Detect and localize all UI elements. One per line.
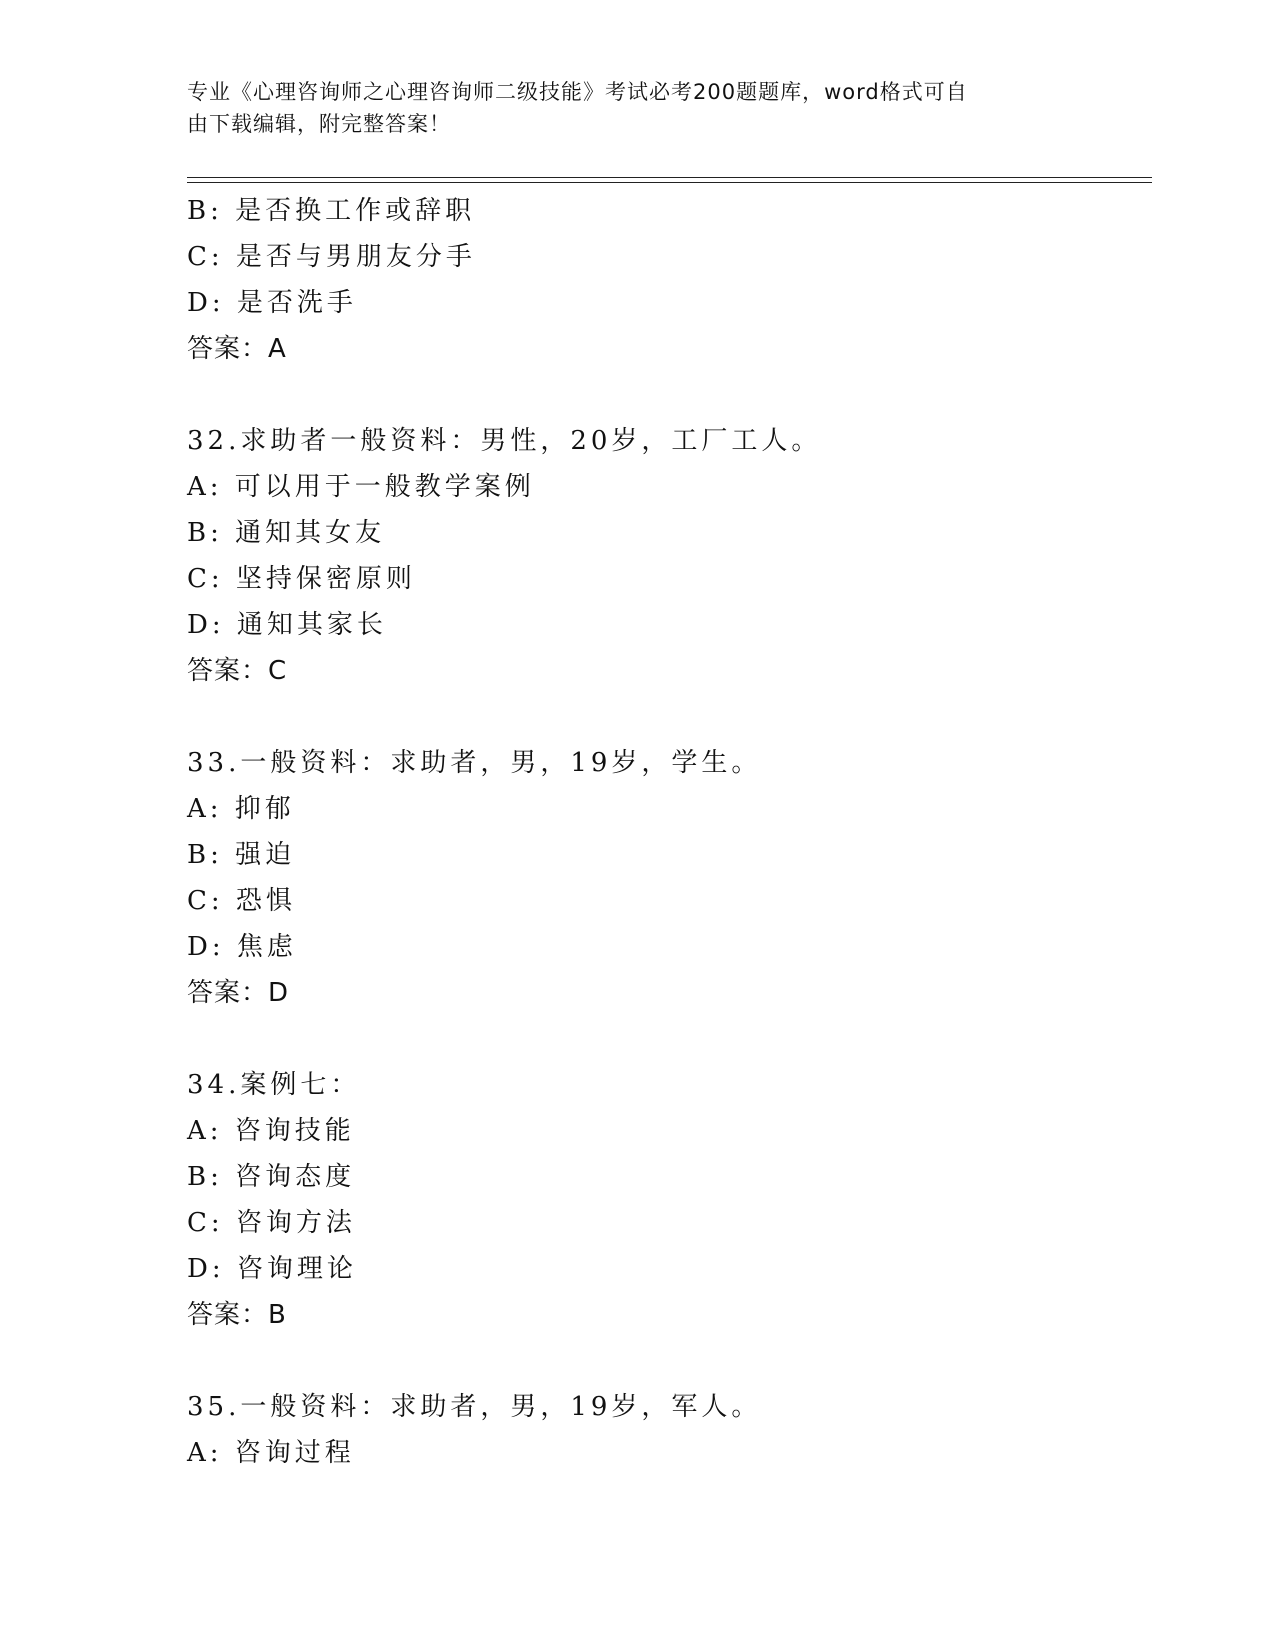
option-b: B: 咨询态度 xyxy=(187,1162,356,1192)
option-b: B: 是否换工作或辞职 xyxy=(187,196,476,226)
option-d: D: 焦虑 xyxy=(187,932,297,962)
document-header xyxy=(187,76,1067,140)
question-block-34 xyxy=(187,1062,1152,1338)
question-title: 33.一般资料：求助者，男，19岁，学生。 xyxy=(187,748,762,778)
option-c: C: 是否与男朋友分手 xyxy=(187,242,476,272)
answer-line: 答案：D xyxy=(187,978,290,1008)
option-c: C: 坚持保密原则 xyxy=(187,564,416,594)
question-title: 32.求助者一般资料：男性，20岁，工厂工人。 xyxy=(187,426,822,456)
question-block-31-continued xyxy=(187,188,1152,372)
option-a: A: 抑郁 xyxy=(187,794,295,824)
option-a: A: 咨询过程 xyxy=(187,1438,355,1468)
header-line-1: 专业《心理咨询师之心理咨询师二级技能》考试必考200题题库，word格式可自 xyxy=(187,80,968,104)
option-d: D: 咨询理论 xyxy=(187,1254,357,1284)
question-title: 35.一般资料：求助者，男，19岁，军人。 xyxy=(187,1392,762,1422)
answer-line: 答案：B xyxy=(187,1300,287,1330)
question-block-32 xyxy=(187,418,1152,694)
option-d: D: 是否洗手 xyxy=(187,288,357,318)
answer-line: 答案：C xyxy=(187,656,288,686)
option-c: C: 恐惧 xyxy=(187,886,296,916)
question-title: 34.案例七： xyxy=(187,1070,361,1100)
option-b: B: 通知其女友 xyxy=(187,518,386,548)
option-a: A: 咨询技能 xyxy=(187,1116,355,1146)
question-block-35 xyxy=(187,1384,1152,1476)
option-c: C: 咨询方法 xyxy=(187,1208,356,1238)
question-list xyxy=(187,188,1152,1476)
answer-line: 答案：A xyxy=(187,334,287,364)
block-spacer xyxy=(187,1338,1152,1384)
option-a: A: 可以用于一般教学案例 xyxy=(187,472,535,502)
block-spacer xyxy=(187,694,1152,740)
block-spacer xyxy=(187,372,1152,418)
option-b: B: 强迫 xyxy=(187,840,296,870)
header-divider xyxy=(187,177,1152,183)
header-line-2: 由下载编辑，附完整答案！ xyxy=(187,112,451,136)
question-block-33 xyxy=(187,740,1152,1016)
block-spacer xyxy=(187,1016,1152,1062)
option-d: D: 通知其家长 xyxy=(187,610,387,640)
